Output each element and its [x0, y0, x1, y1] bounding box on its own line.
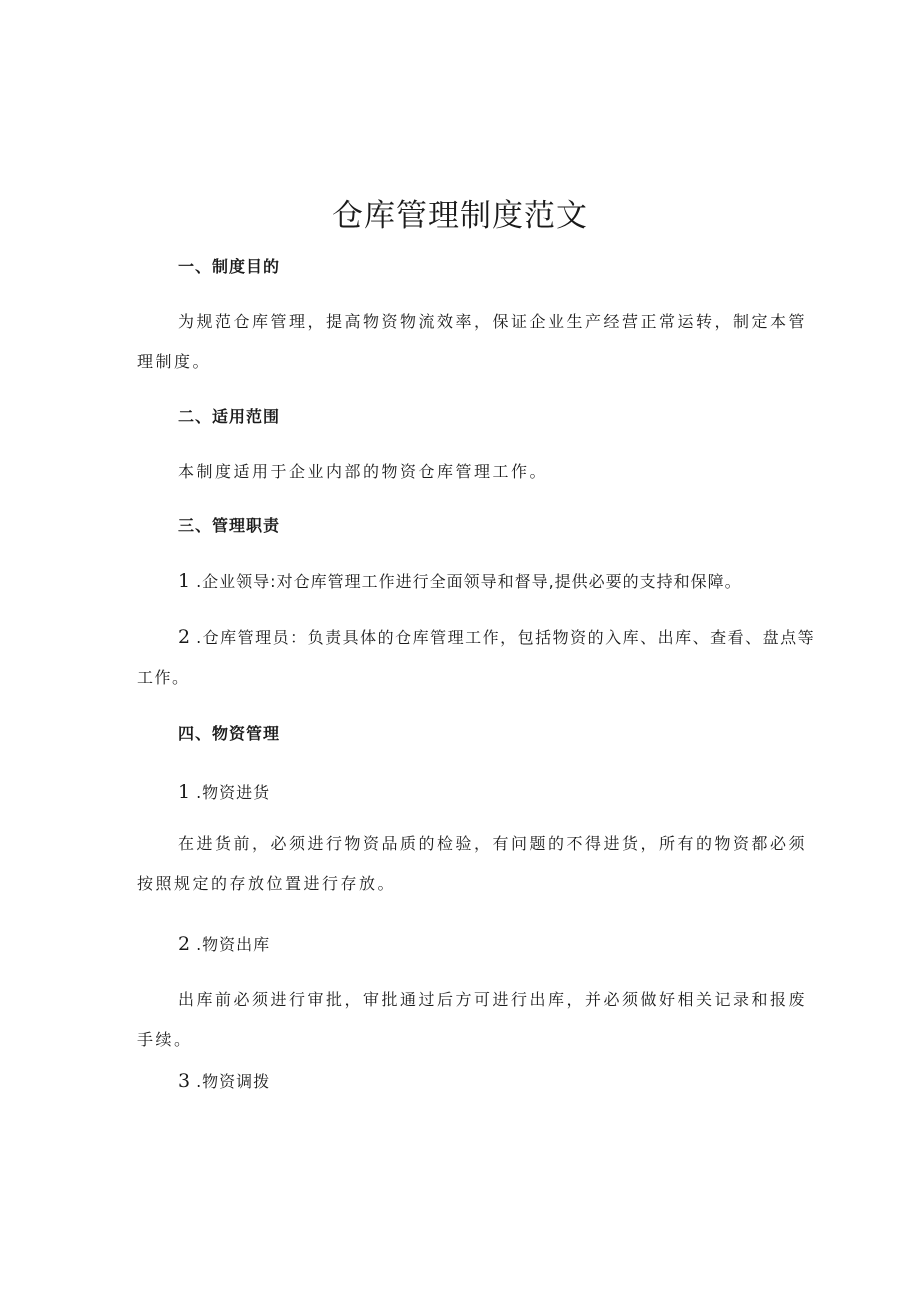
- document-title: 仓库管理制度范文: [332, 198, 588, 234]
- list-item: [178, 1071, 270, 1092]
- section-heading: 四、物资管理: [178, 724, 281, 743]
- section-heading: 三、管理职责: [178, 516, 281, 535]
- item-number: 1: [178, 781, 191, 803]
- item-paragraph: 出库前必须进行审批，审批通过后方可进行出库，并必须做好相关记录和报废手续。: [137, 990, 808, 1049]
- item-number: 1: [178, 570, 191, 592]
- list-item: [178, 571, 742, 592]
- item-paragraph: 在进货前，必须进行物资品质的检验，有问题的不得进货，所有的物资都必须按照规定的存放位置进行存放。: [137, 834, 808, 893]
- item-number: 2: [178, 933, 191, 955]
- list-item: [178, 782, 270, 803]
- item-text: .企业领导:对仓库管理工作进行全面领导和督导,提供必要的支持和保障。: [196, 572, 742, 591]
- list-item: [178, 934, 270, 955]
- section-paragraph: 本制度适用于企业内部的物资仓库管理工作。: [178, 462, 549, 481]
- list-item: [137, 617, 817, 698]
- section-heading: 二、适用范围: [178, 407, 281, 426]
- item-text: .物资调拨: [196, 1072, 271, 1091]
- section-heading: 一、制度目的: [178, 257, 281, 276]
- item-text: .物资出库: [196, 935, 271, 954]
- item-text: .仓库管理员：负责具体的仓库管理工作，包括物资的入库、出库、查看、盘点等工作。: [137, 628, 816, 687]
- item-number: 3: [178, 1070, 191, 1092]
- item-number: 2: [178, 626, 191, 648]
- section-paragraph: 为规范仓库管理，提高物资物流效率，保证企业生产经营正常运转，制定本管理制度。: [137, 312, 808, 371]
- item-text: .物资进货: [196, 783, 271, 802]
